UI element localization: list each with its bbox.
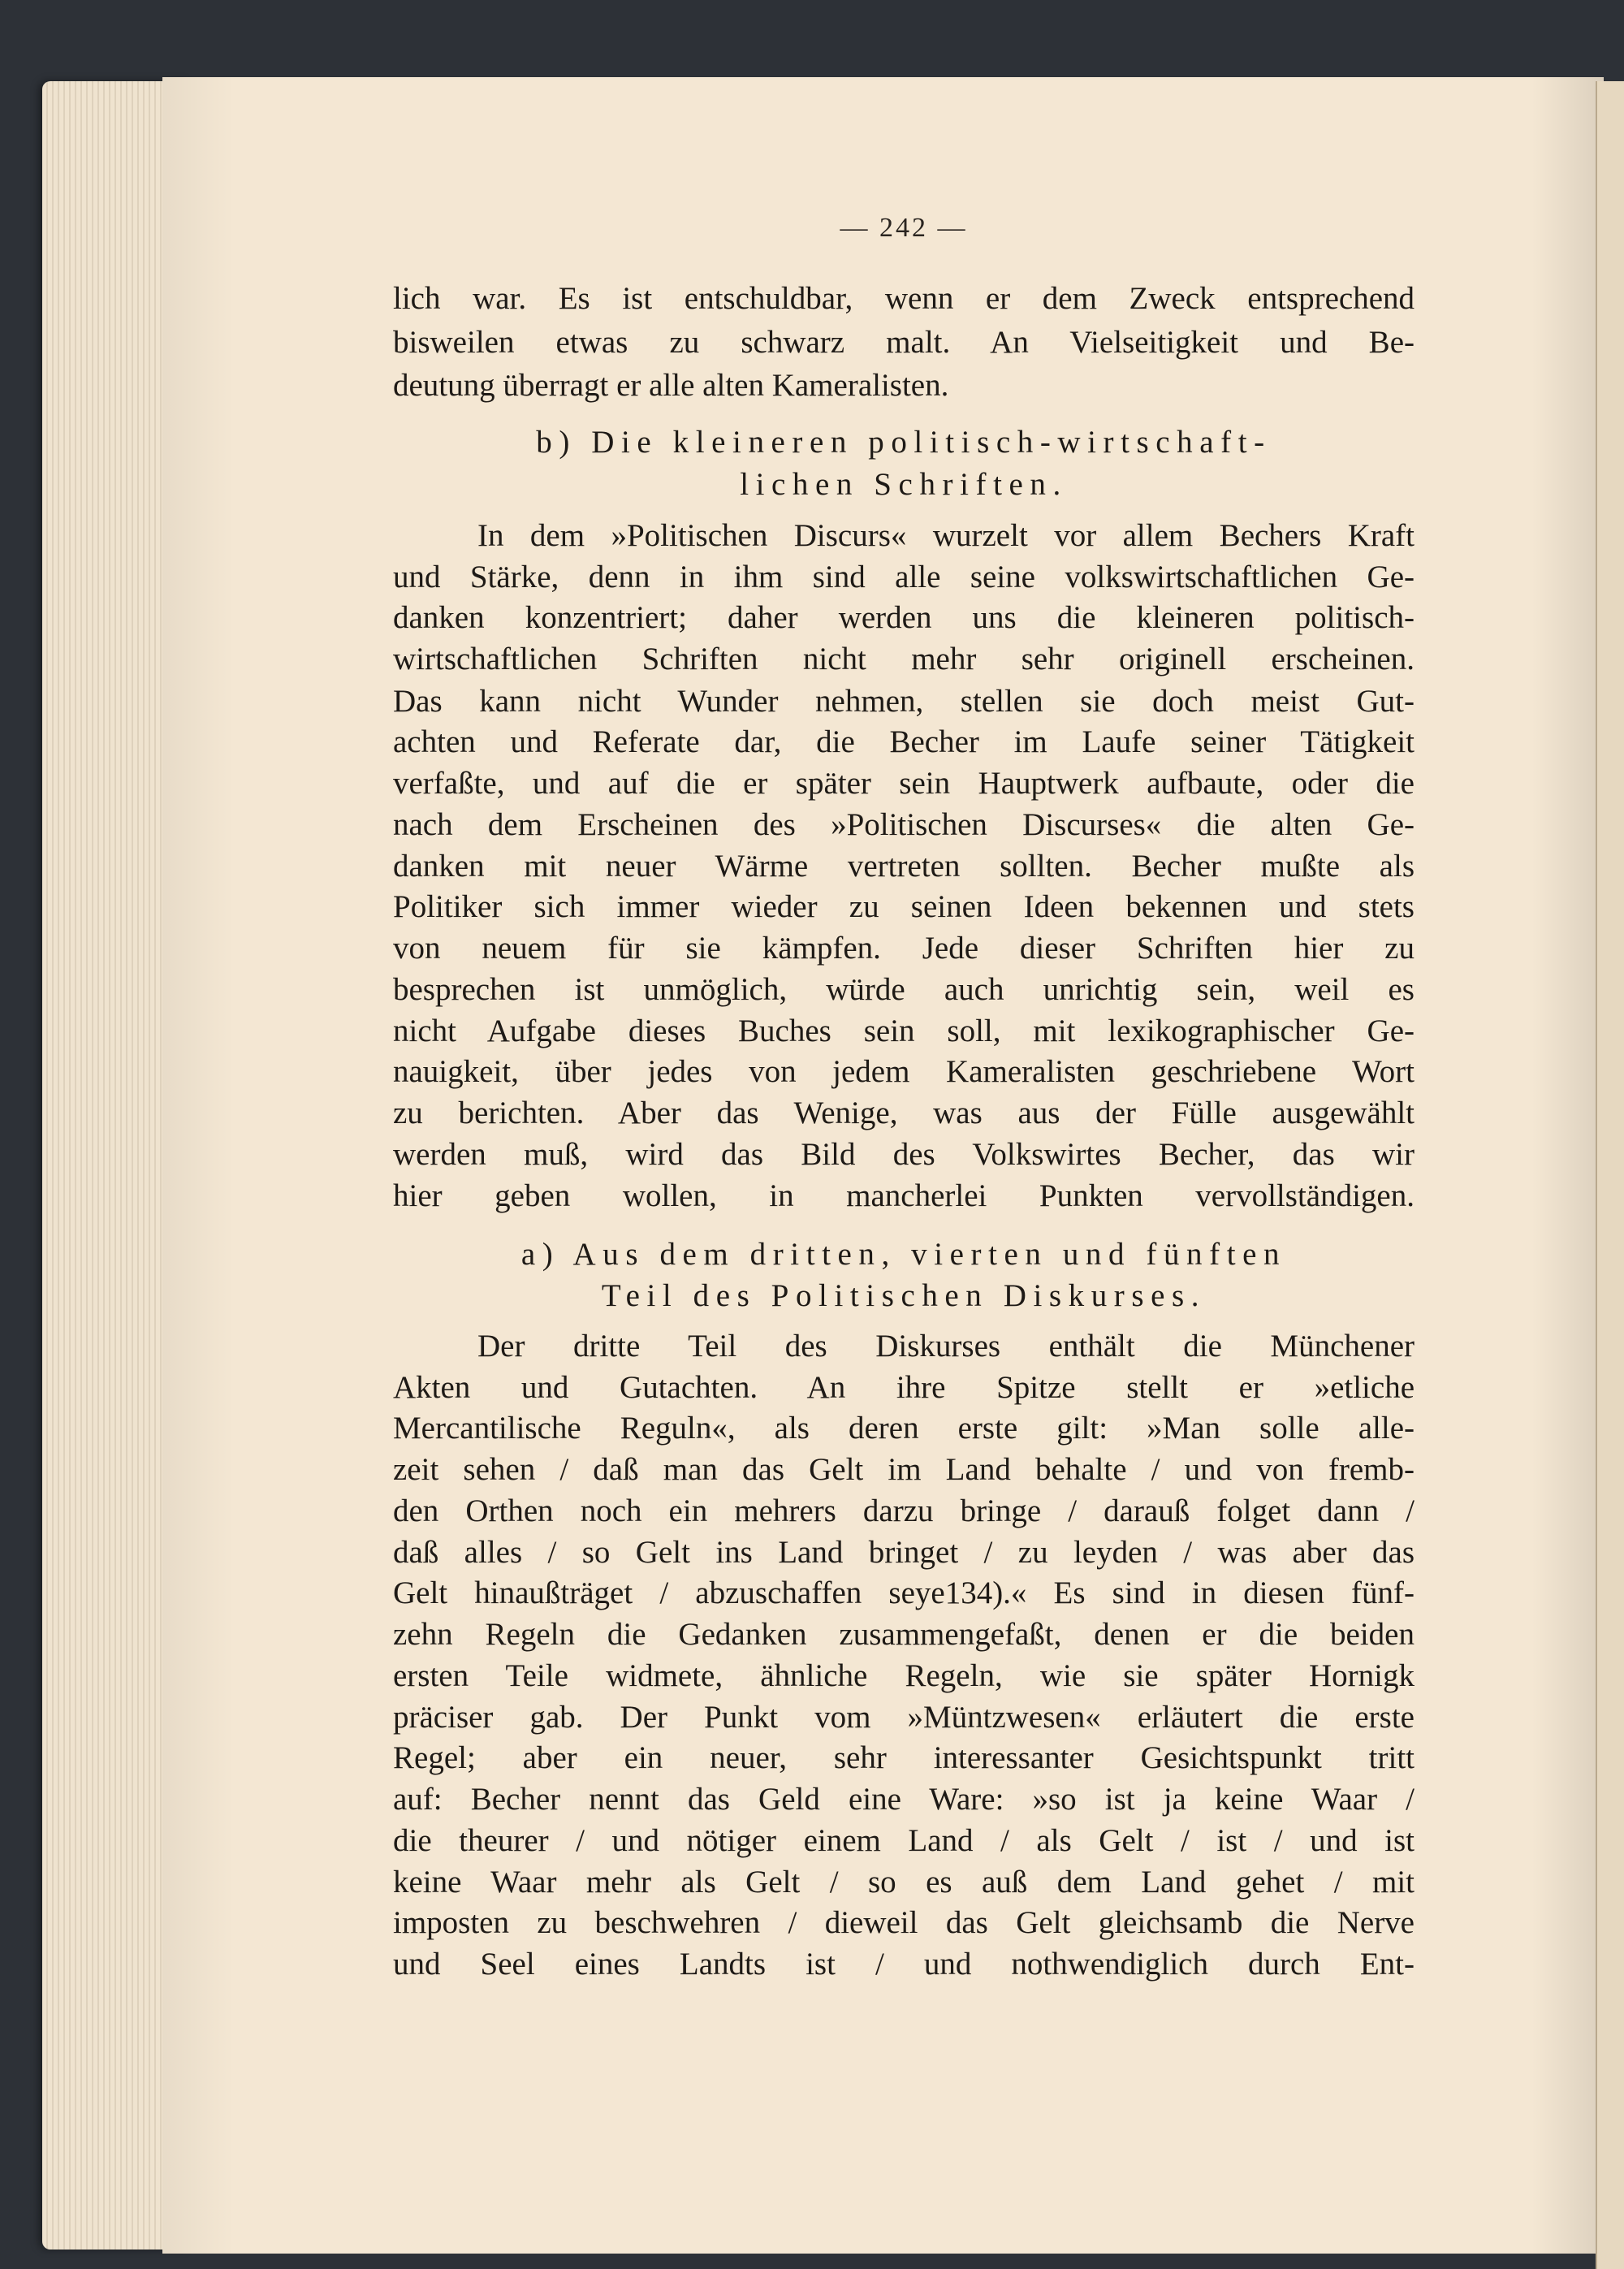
text-line: zu berichten. Aber das Wenige, was aus der Fülle ausgewählt (393, 1096, 1415, 1130)
text-line: die theurer / und nötiger einem Land / als Gelt / ist / und ist (393, 1823, 1415, 1858)
text-line: verfaßte, und auf die er später sein Hauptwerk aufbaute, oder die (393, 766, 1415, 801)
text-line: hier geben wollen, in mancherlei Punkten vervollständigen. (393, 1178, 1415, 1213)
subsection-heading-line: Teil des Politischen Diskurses. (601, 1278, 1207, 1313)
text-line: Gelt hinaußträget / abzuschaffen seye134).« Es sind in diesen fünf- (393, 1575, 1415, 1610)
text-line: daß alles / so Gelt ins Land bringet / zu leyden / was aber das (393, 1535, 1415, 1570)
opposite-page-edge (1596, 81, 1624, 2269)
text-line: auf: Becher nennt das Geld eine Ware: »so ist ja keine Waar / (393, 1782, 1415, 1817)
text-line: Politiker sich immer wieder zu seinen Ideen bekennen und stets (393, 889, 1415, 924)
section-heading-line: lichen Schriften. (740, 467, 1068, 502)
text-line: Mercantilische Reguln«, als deren erste gilt: »Man solle alle- (393, 1411, 1415, 1446)
text-line: nauigkeit, über jedes von jedem Kameralisten geschriebene Wort (393, 1054, 1415, 1089)
text-line: besprechen ist unmöglich, würde auch unrichtig sein, weil es (393, 972, 1415, 1007)
text-line: Der dritte Teil des Diskurses enthält die Münchener (477, 1329, 1415, 1364)
text-line: ersten Teile widmete, ähnliche Regeln, wie sie später Hornigk (393, 1658, 1415, 1693)
text-line: imposten zu beschwehren / dieweil das Gelt gleichsamb die Nerve (393, 1905, 1415, 1940)
text-line: den Orthen noch ein mehrers darzu bringe / darauß folget dann / (393, 1493, 1415, 1528)
text-line: danken konzentriert; daher werden uns die kleineren politisch- (393, 600, 1415, 635)
section-heading-line: b) Die kleineren politisch-wirtschaft- (536, 425, 1272, 460)
text-line: achten und Referate dar, die Becher im Laufe seiner Tätigkeit (393, 724, 1415, 759)
text-line: Das kann nicht Wunder nehmen, stellen sie doch meist Gut- (393, 684, 1415, 719)
subsection-heading-line: a) Aus dem dritten, vierten und fünften (520, 1237, 1287, 1272)
text-line: danken mit neuer Wärme vertreten sollten. Becher mußte als (393, 849, 1415, 884)
text-line: lich war. Es ist entschuldbar, wenn er dem Zweck entsprechend (393, 281, 1415, 316)
text-line: keine Waar mehr als Gelt / so es auß dem Land gehet / mit (393, 1865, 1415, 1899)
text-line: zehn Regeln die Gedanken zusammengefaßt, denen er die beiden (393, 1617, 1415, 1652)
text-line: wirtschaftlichen Schriften nicht mehr sehr originell erscheinen. (393, 642, 1415, 676)
text-line: zeit sehen / daß man das Gelt im Land behalte / und von fremb- (393, 1452, 1415, 1487)
text-line: bisweilen etwas zu schwarz malt. An Vielseitigkeit und Be- (393, 325, 1415, 360)
text-line: deutung überragt er alle alten Kameralisten. (393, 368, 949, 403)
page-number: — 242 — (840, 213, 968, 243)
text-line: und Seel eines Landts ist / und nothwendiglich durch Ent- (393, 1947, 1415, 1982)
text-line: In dem »Politischen Discurs« wurzelt vor allem Bechers Kraft (477, 518, 1415, 553)
text-line: nach dem Erscheinen des »Politischen Discurses« die alten Ge- (393, 807, 1415, 842)
text-line: und Stärke, denn in ihm sind alle seine volkswirtschaftlichen Ge- (393, 560, 1415, 594)
text-line: werden muß, wird das Bild des Volkswirtes Becher, das wir (393, 1137, 1415, 1172)
text-line: Regel; aber ein neuer, sehr interessanter Gesichtspunkt tritt (393, 1740, 1415, 1775)
text-line: Akten und Gutachten. An ihre Spitze stellt er »etliche (393, 1370, 1415, 1405)
text-line: präciser gab. Der Punkt vom »Müntzwesen« erläutert die erste (393, 1700, 1415, 1735)
text-line: nicht Aufgabe dieses Buches sein soll, mit lexikographischer Ge- (393, 1013, 1415, 1048)
text-line: von neuem für sie kämpfen. Jede dieser Schriften hier zu (393, 931, 1415, 966)
